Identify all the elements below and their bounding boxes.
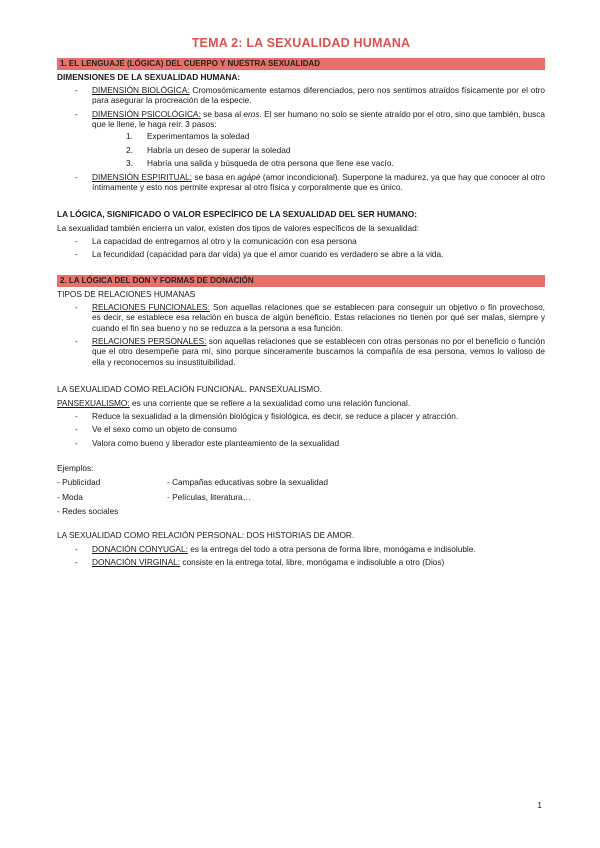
list-item — [57, 85, 545, 106]
section-1-header: 1. EL LENGUAJE (LÓGICA) DEL CUERPO Y NUESTRA SEXUALIDAD — [57, 58, 545, 70]
step-item — [114, 158, 545, 168]
step-number: 3. — [126, 158, 133, 169]
item-text: consiste en la entrega total, libre, monógama e indisoluble a otro (Dios) — [180, 557, 445, 568]
steps-list — [92, 131, 545, 168]
item-emphasis: eros — [243, 108, 260, 119]
example-item: - Moda — [57, 491, 83, 502]
example-item: - Películas, literatura… — [167, 491, 251, 502]
section-2-header: 2. LA LÓGICA DEL DON Y FORMAS DE DONACIÓN — [57, 275, 545, 287]
term-biological: DIMENSIÓN BIOLÓGICA: — [92, 84, 190, 95]
example-item: - Publicidad — [57, 477, 101, 488]
personal-list — [57, 544, 545, 568]
list-item — [57, 336, 545, 367]
step-text: Habría un deseo de superar la soledad — [147, 144, 291, 155]
dimensions-heading: DIMENSIONES DE LA SEXUALIDAD HUMANA: — [57, 71, 241, 82]
step-item — [114, 145, 545, 155]
step-number: 2. — [126, 144, 133, 155]
item-text: se basa en — [192, 171, 238, 182]
logic-list — [57, 236, 545, 260]
definition-text: es una corriente que se refiere a la sexualidad como una relación funcional. — [129, 397, 411, 408]
step-number: 1. — [126, 131, 133, 142]
item-text: Son aquellas relaciones que se establecen para conseguir un objetivo o fin provechoso, es decir, se establece esa relación en busca de algún beneficio. Estas relaciones no tienen por qué ser malas, siempre y cuando el fin sea bueno y no se reduzca a la persona a esa función. — [92, 302, 545, 333]
list-item — [57, 172, 545, 193]
functional-list — [57, 411, 545, 448]
item-emphasis: agápè — [237, 171, 261, 182]
item-text: se basa al — [200, 108, 244, 119]
step-text: Habría una salida y búsqueda de otra persona que llene ese vacío. — [147, 158, 394, 169]
list-item — [57, 302, 545, 333]
list-item: - Reduce la sexualidad a la dimensión biológica y fisiológica, es decir, se reduce a placer y atracción. — [57, 411, 545, 421]
list-item: - Valora como bueno y liberador este planteamiento de la sexualidad — [57, 438, 545, 448]
page-number: 1 — [537, 800, 542, 810]
document-content — [57, 36, 545, 570]
item-text: son aquellas relaciones que se establecen con otras personas no por el beneficio o función que el otro desempeñe para mí, sino porque sinceramente buscamos la compañía de esa persona, vemos lo valioso de ella y reconocemos su insustituibilidad. — [92, 336, 545, 367]
step-text: Experimentamos la soledad — [147, 131, 250, 142]
term-spiritual: DIMENSIÓN ESPIRITUAL: — [92, 171, 193, 182]
term-virginal: DONACIÓN VIRGINAL: — [92, 557, 181, 568]
example-item — [167, 506, 545, 516]
examples-label: Ejemplos: — [57, 462, 94, 473]
list-item: - La fecundidad (capacidad para dar vida) ya que el amor cuando es verdadero se abre a la vida. — [57, 249, 545, 259]
term-personal-relations: RELACIONES PERSONALES: — [92, 336, 207, 347]
item-text: Cromosómicamente estamos diferenciados, pero nos sentimos atraídos físicamente por el otro para asegurar la procreación de la especie. — [92, 84, 546, 106]
pansexualism-definition — [57, 398, 545, 408]
item-text: es la entrega del todo a otra persona de forma libre, monógama e indisoluble. — [187, 543, 476, 554]
term-pansexualism: PANSEXUALISMO: — [57, 397, 130, 408]
example-item: - Campañas educativas sobre la sexualidad — [167, 477, 328, 488]
document-title: TEMA 2: LA SEXUALIDAD HUMANA — [191, 36, 411, 50]
relations-heading: TIPOS DE RELACIONES HUMANAS — [57, 288, 196, 299]
term-psychological: DIMENSIÓN PSICOLÓGICA: — [92, 108, 201, 119]
list-item: - La capacidad de entregarnos al otro y la comunicación con esa persona — [57, 236, 545, 246]
logic-intro: La sexualidad también encierra un valor, existen dos tipos de valores específicos de la sexualidad: — [57, 222, 420, 233]
functional-heading: LA SEXUALIDAD COMO RELACIÓN FUNCIONAL. PANSEXUALISMO. — [57, 384, 322, 395]
item-text: (amor incondicional). Superpone la madurez, ya que hay que conocer al otro íntimamente y esto nos permite expresar al otro física y corporalmente que es único. — [92, 171, 545, 192]
step-item — [114, 131, 545, 141]
examples-grid — [57, 477, 545, 516]
personal-heading: LA SEXUALIDAD COMO RELACIÓN PERSONAL: DOS HISTORIAS DE AMOR. — [57, 530, 355, 541]
term-conjugal: DONACIÓN CONYUGAL: — [92, 543, 188, 554]
list-item: - Ve el sexo como un objeto de consumo — [57, 424, 545, 434]
relations-list — [57, 302, 545, 367]
term-functional-relations: RELACIONES FUNCIONALES: — [92, 302, 210, 313]
list-item — [57, 109, 545, 169]
list-item — [57, 544, 545, 554]
item-text: . El ser humano no solo se siente atraído por el otro, sino que también, busca que le llene, le haga reír. 3 pasos: — [92, 108, 546, 130]
example-item: - Redes sociales — [57, 506, 119, 517]
logic-heading: LA LÓGICA, SIGNIFICADO O VALOR ESPECÍFICO DE LA SEXUALIDAD DEL SER HUMANO: — [57, 209, 418, 220]
list-item — [57, 557, 545, 567]
dimensions-list — [57, 85, 545, 192]
